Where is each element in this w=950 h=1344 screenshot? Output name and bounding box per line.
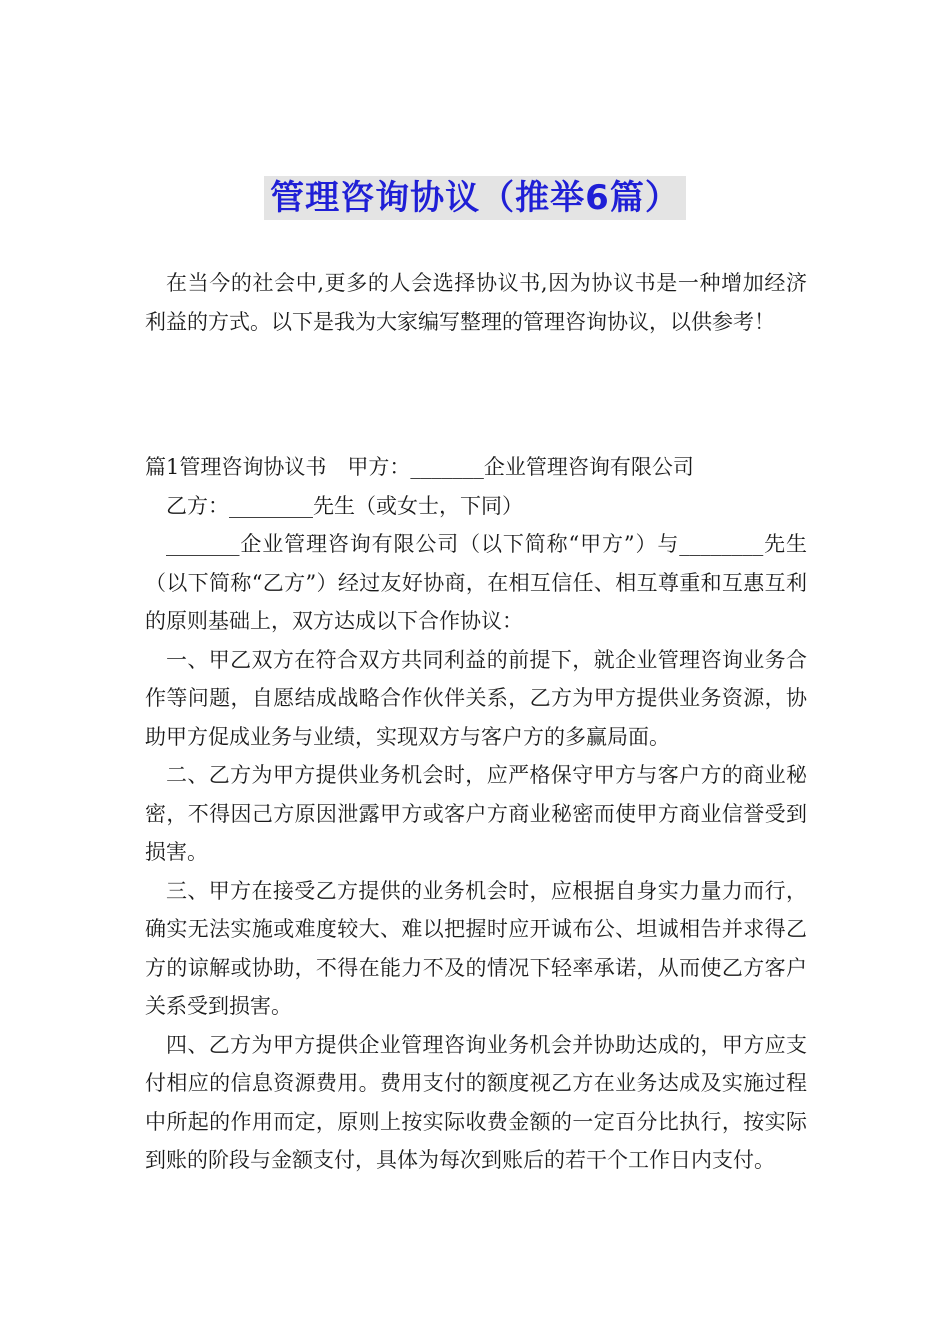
agreement-heading-line: 篇1管理咨询协议书 甲方：_______企业管理咨询有限公司	[145, 455, 694, 479]
preamble-paragraph: _______企业管理咨询有限公司（以下简称“甲方”）与________先生（以下简称“乙方”）经过友好协商，在相互信任、相互尊重和互惠互利的原则基础上，双方达成以下合作协议：	[145, 532, 807, 633]
intro-paragraph: 在当今的社会中,更多的人会选择协议书,因为协议书是一种增加经济利益的方式。以下是我为大家编写整理的管理咨询协议，以供参考！	[145, 271, 807, 334]
clause-1: 一、甲乙双方在符合双方共同利益的前提下，就企业管理咨询业务合作等问题，自愿结成战略合作伙伴关系，乙方为甲方提供业务资源，协助甲方促成业务与业绩，实现双方与客户方的多赢局面。	[145, 647, 807, 749]
clause-4: 四、乙方为甲方提供企业管理咨询业务机会并协助达成的，甲方应支付相应的信息资源费用。费用支付的额度视乙方在业务达成及实施过程中所起的作用而定，原则上按实际收费金额的一定百分比执行，按实际到账的阶段与金额支付，具体为每次到账后的若干个工作日内支付。	[145, 1032, 807, 1172]
document-title: 管理咨询协议（推举6篇）	[264, 176, 686, 220]
party-b-line: 乙方：________先生（或女士，下同）	[166, 493, 523, 518]
clause-3: 三、甲方在接受乙方提供的业务机会时，应根据自身实力量力而行，确实无法实施或难度较大、难以把握时应开诚布公、坦诚相告并求得乙方的谅解或协助，不得在能力不及的情况下轻率承诺，从而使乙方客户关系受到损害。	[145, 878, 807, 1018]
title-container	[0, 176, 950, 220]
clause-2: 二、乙方为甲方提供业务机会时，应严格保守甲方与客户方的商业秘密，不得因己方原因泄露甲方或客户方商业秘密而使甲方商业信誉受到损害。	[145, 763, 807, 864]
intro-section	[145, 264, 807, 341]
agreement-body	[145, 448, 807, 1180]
